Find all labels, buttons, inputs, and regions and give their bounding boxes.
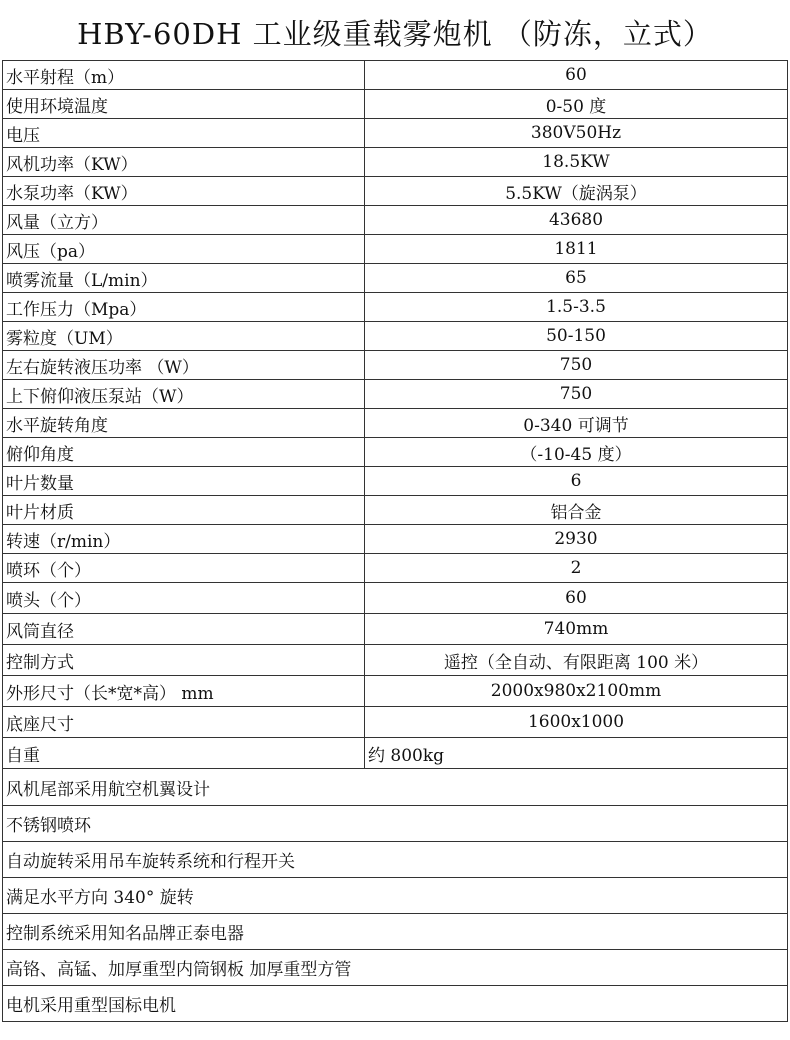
spec-label: 俯仰角度 <box>3 438 365 467</box>
table-row <box>3 645 788 676</box>
spec-label: 喷头（个） <box>3 583 365 614</box>
spec-table <box>2 60 788 1022</box>
spec-label: 自重 <box>3 738 365 769</box>
spec-value: 1811 <box>365 235 788 264</box>
spec-label: 上下俯仰液压泵站（W） <box>3 380 365 409</box>
table-row <box>3 61 788 90</box>
spec-value: 740mm <box>365 614 788 645</box>
table-row <box>3 438 788 467</box>
spec-value: 380V50Hz <box>365 119 788 148</box>
spec-label: 水平旋转角度 <box>3 409 365 438</box>
feature-text: 控制系统采用知名品牌正泰电器 <box>3 914 788 950</box>
table-row <box>3 409 788 438</box>
spec-value: 2 <box>365 554 788 583</box>
table-row <box>3 380 788 409</box>
spec-value: （-10-45 度） <box>365 438 788 467</box>
spec-label: 左右旋转液压功率 （W） <box>3 351 365 380</box>
table-row <box>3 148 788 177</box>
spec-label: 工作压力（Mpa） <box>3 293 365 322</box>
spec-label: 使用环境温度 <box>3 90 365 119</box>
table-row <box>3 264 788 293</box>
spec-label: 叶片数量 <box>3 467 365 496</box>
table-row <box>3 583 788 614</box>
spec-value: 65 <box>365 264 788 293</box>
spec-label: 雾粒度（UM） <box>3 322 365 351</box>
table-row <box>3 177 788 206</box>
spec-label: 水平射程（m） <box>3 61 365 90</box>
feature-text: 高铬、高锰、加厚重型内筒钢板 加厚重型方管 <box>3 950 788 986</box>
table-row <box>3 676 788 707</box>
spec-label: 风量（立方） <box>3 206 365 235</box>
spec-value: 18.5KW <box>365 148 788 177</box>
table-row <box>3 90 788 119</box>
spec-value: 5.5KW（旋涡泵） <box>365 177 788 206</box>
spec-value: 1.5-3.5 <box>365 293 788 322</box>
spec-value: 50-150 <box>365 322 788 351</box>
spec-value: 约 800kg <box>365 738 788 769</box>
spec-value: 0-50 度 <box>365 90 788 119</box>
table-row <box>3 738 788 769</box>
spec-value: 1600x1000 <box>365 707 788 738</box>
table-row <box>3 322 788 351</box>
table-row <box>3 707 788 738</box>
spec-value: 2930 <box>365 525 788 554</box>
spec-value: 60 <box>365 583 788 614</box>
page-title: HBY-60DH 工业级重载雾炮机 （防冻，立式） <box>77 17 713 51</box>
table-row <box>3 206 788 235</box>
spec-value: 2000x980x2100mm <box>365 676 788 707</box>
table-row <box>3 467 788 496</box>
table-row <box>3 119 788 148</box>
table-row <box>3 554 788 583</box>
table-row <box>3 293 788 322</box>
feature-row <box>3 806 788 842</box>
feature-row <box>3 986 788 1022</box>
feature-row <box>3 950 788 986</box>
table-row <box>3 235 788 264</box>
spec-label: 电压 <box>3 119 365 148</box>
table-row <box>3 614 788 645</box>
spec-label: 外形尺寸（长*宽*高） mm <box>3 676 365 707</box>
spec-value: 6 <box>365 467 788 496</box>
spec-value: 43680 <box>365 206 788 235</box>
feature-row <box>3 914 788 950</box>
feature-text: 满足水平方向 340° 旋转 <box>3 878 788 914</box>
spec-label: 风机功率（KW） <box>3 148 365 177</box>
feature-row <box>3 842 788 878</box>
table-row <box>3 525 788 554</box>
spec-value: 0-340 可调节 <box>365 409 788 438</box>
table-row <box>3 496 788 525</box>
feature-text: 不锈钢喷环 <box>3 806 788 842</box>
spec-value: 60 <box>365 61 788 90</box>
feature-row <box>3 878 788 914</box>
spec-value: 遥控（全自动、有限距离 100 米） <box>365 645 788 676</box>
spec-label: 风压（pa） <box>3 235 365 264</box>
spec-label: 喷环（个） <box>3 554 365 583</box>
spec-label: 叶片材质 <box>3 496 365 525</box>
spec-value: 铝合金 <box>365 496 788 525</box>
feature-row <box>3 769 788 806</box>
spec-label: 喷雾流量（L/min） <box>3 264 365 293</box>
spec-label: 水泵功率（KW） <box>3 177 365 206</box>
spec-label: 控制方式 <box>3 645 365 676</box>
feature-text: 自动旋转采用吊车旋转系统和行程开关 <box>3 842 788 878</box>
spec-value: 750 <box>365 380 788 409</box>
feature-text: 电机采用重型国标电机 <box>3 986 788 1022</box>
feature-text: 风机尾部采用航空机翼设计 <box>3 769 788 806</box>
table-row <box>3 351 788 380</box>
spec-label: 转速（r/min） <box>3 525 365 554</box>
spec-label: 风筒直径 <box>3 614 365 645</box>
spec-label: 底座尺寸 <box>3 707 365 738</box>
spec-value: 750 <box>365 351 788 380</box>
